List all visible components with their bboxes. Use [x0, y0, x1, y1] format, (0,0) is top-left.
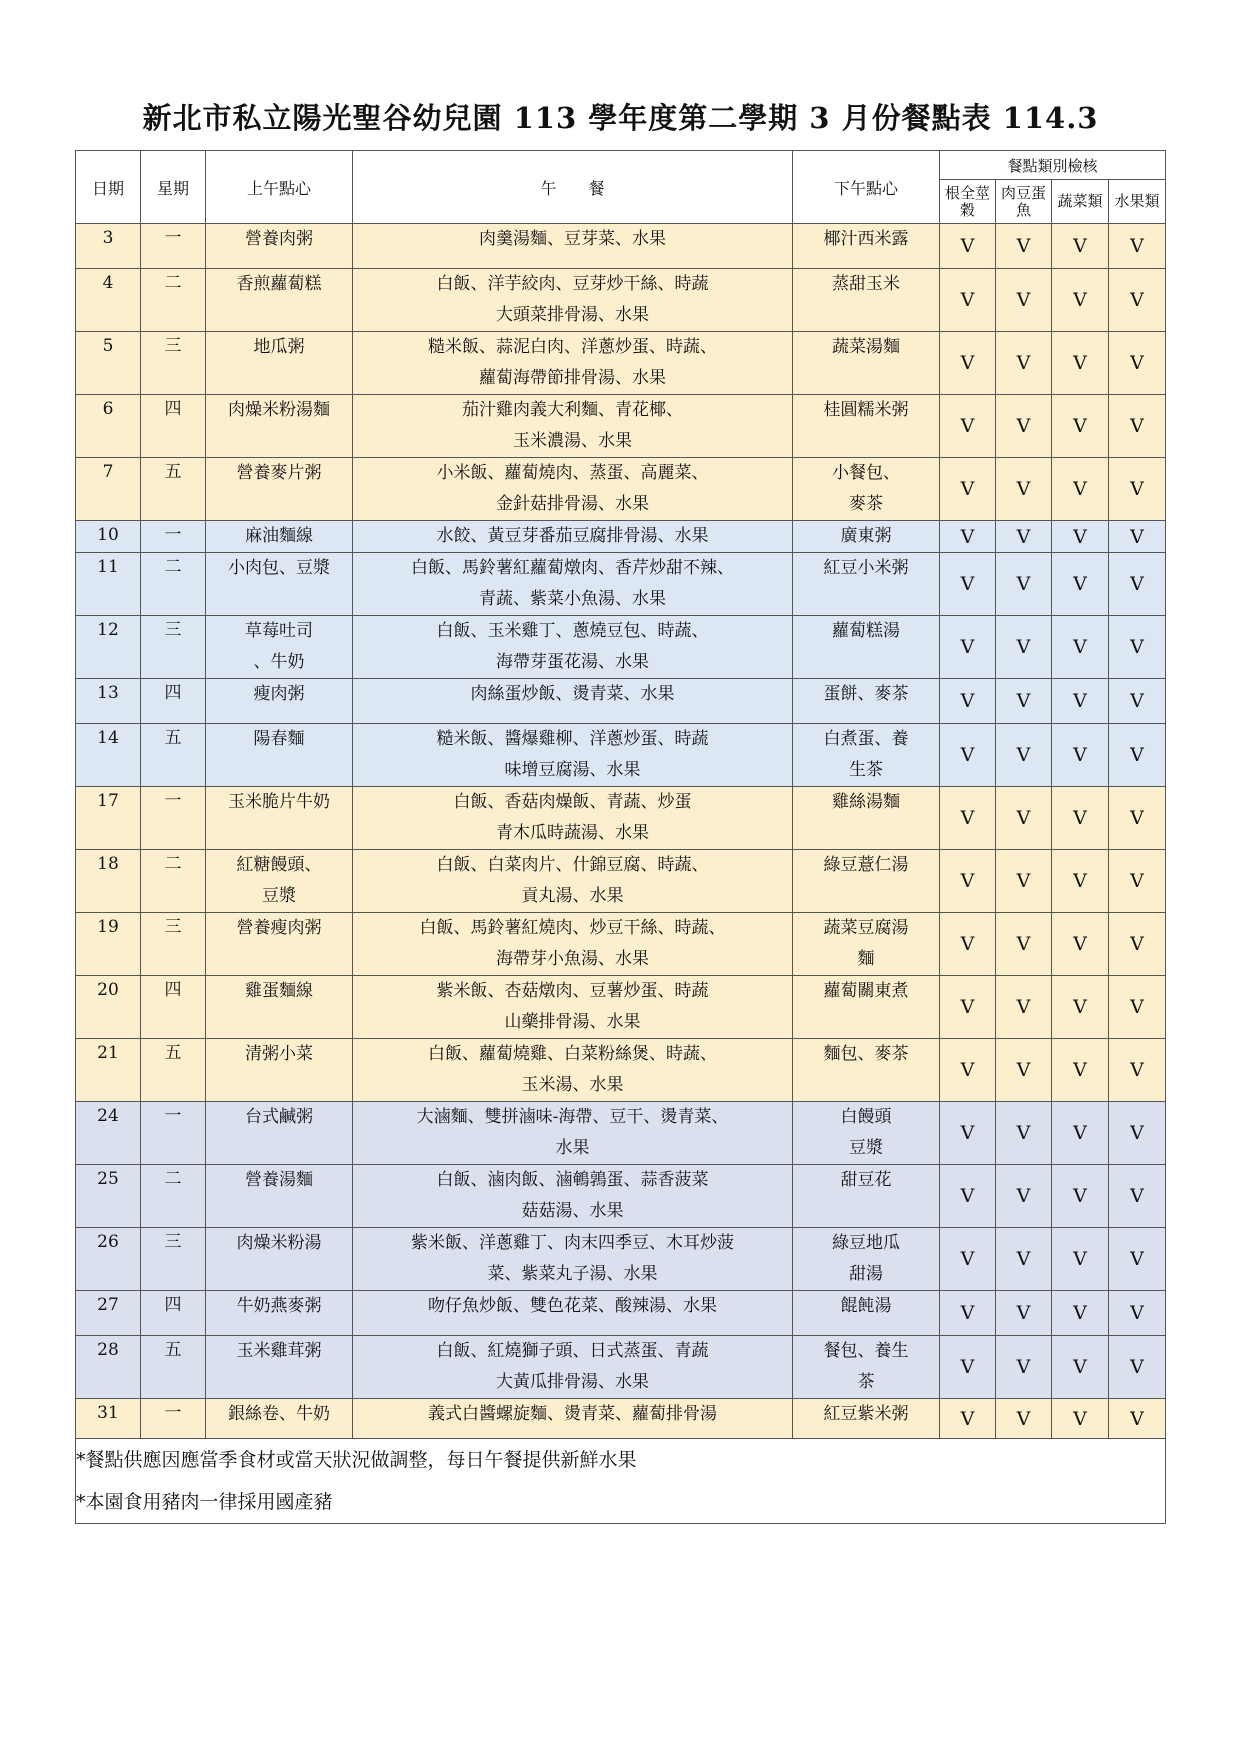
table-row: [76, 1039, 1166, 1102]
morning-snack-cell: 營養肉粥: [206, 224, 353, 269]
afternoon-snack-cell: 廣東粥: [793, 521, 940, 553]
check-vegetables: V: [1052, 553, 1109, 616]
check-protein: V: [996, 269, 1052, 332]
weekday-cell: 二: [141, 1165, 206, 1228]
lunch-line: 菜、紫菜丸子湯、水果: [487, 1264, 658, 1284]
date-cell: 24: [76, 1102, 141, 1165]
lunch-line: 白飯、馬鈴薯紅燒肉、炒豆干絲、時蔬、: [419, 918, 726, 938]
check-vegetables: V: [1052, 269, 1109, 332]
morning-snack-cell: 陽春麵: [206, 724, 353, 787]
lunch-cell: [353, 724, 793, 787]
date-cell: 3: [76, 224, 141, 269]
morning-snack-cell: 肉燥米粉湯麵: [206, 395, 353, 458]
weekday-cell: 一: [141, 224, 206, 269]
check-protein: V: [996, 850, 1052, 913]
weekday-cell: 五: [141, 1039, 206, 1102]
check-grains: V: [940, 458, 996, 521]
table-row: [76, 724, 1166, 787]
afternoon-snack-cell: 麵包、麥茶: [793, 1039, 940, 1102]
afternoon-snack-cell: 小餐包、 麥茶: [793, 458, 940, 521]
lunch-line: 白飯、香菇肉燥飯、青蔬、炒蛋: [453, 792, 692, 812]
check-fruits: V: [1109, 332, 1166, 395]
lunch-line: 蘿蔔海帶節排骨湯、水果: [479, 368, 666, 388]
table-row: [76, 1291, 1166, 1336]
check-vegetables: V: [1052, 458, 1109, 521]
check-protein: V: [996, 1399, 1052, 1439]
table-row: [76, 224, 1166, 269]
lunch-line: 糙米飯、蒜泥白肉、洋蔥炒蛋、時蔬、: [428, 337, 717, 357]
table-row: [76, 395, 1166, 458]
lunch-cell: [353, 850, 793, 913]
lunch-line: 茄汁雞肉義大利麵、青花椰、: [462, 400, 683, 420]
afternoon-snack-cell: 蛋餅、麥茶: [793, 679, 940, 724]
afternoon-snack-cell: 餛飩湯: [793, 1291, 940, 1336]
table-row: [76, 553, 1166, 616]
check-grains: V: [940, 1165, 996, 1228]
morning-snack-cell: 雞蛋麵線: [206, 976, 353, 1039]
check-grains: V: [940, 679, 996, 724]
morning-snack-cell: 清粥小菜: [206, 1039, 353, 1102]
check-fruits: V: [1109, 553, 1166, 616]
check-protein: V: [996, 1165, 1052, 1228]
check-fruits: V: [1109, 224, 1166, 269]
lunch-cell: [353, 1228, 793, 1291]
weekday-cell: 一: [141, 1102, 206, 1165]
lunch-line: 海帶芽蛋花湯、水果: [496, 652, 649, 672]
check-fruits: V: [1109, 1039, 1166, 1102]
weekday-cell: 五: [141, 1336, 206, 1399]
lunch-cell: [353, 1399, 793, 1439]
lunch-cell: [353, 553, 793, 616]
check-protein: V: [996, 787, 1052, 850]
afternoon-snack-cell: 蔬菜豆腐湯 麵: [793, 913, 940, 976]
lunch-line: 白飯、白菜肉片、什錦豆腐、時蔬、: [436, 855, 709, 875]
check-protein: V: [996, 724, 1052, 787]
check-protein: V: [996, 458, 1052, 521]
check-grains: V: [940, 976, 996, 1039]
table-row: [76, 616, 1166, 679]
date-cell: 19: [76, 913, 141, 976]
header-lunch: 午 餐: [353, 151, 793, 224]
date-cell: 10: [76, 521, 141, 553]
table-row: [76, 850, 1166, 913]
lunch-line: 肉絲蛋炒飯、燙青菜、水果: [470, 684, 675, 704]
table-row: [76, 521, 1166, 553]
weekday-cell: 五: [141, 724, 206, 787]
check-protein: V: [996, 553, 1052, 616]
check-grains: V: [940, 332, 996, 395]
lunch-line: 水果: [555, 1138, 590, 1158]
check-fruits: V: [1109, 1399, 1166, 1439]
weekday-cell: 三: [141, 913, 206, 976]
table-row: [76, 679, 1166, 724]
check-vegetables: V: [1052, 724, 1109, 787]
lunch-line: 白飯、滷肉飯、滷鵪鶉蛋、蒜香菠菜: [436, 1170, 709, 1190]
lunch-line: 貢丸湯、水果: [521, 886, 624, 906]
header-category-protein: 肉豆蛋魚: [996, 180, 1052, 224]
lunch-line: 大頭菜排骨湯、水果: [496, 305, 649, 325]
check-vegetables: V: [1052, 521, 1109, 553]
morning-snack-cell: 草莓吐司 、牛奶: [206, 616, 353, 679]
lunch-cell: [353, 269, 793, 332]
check-grains: V: [940, 1228, 996, 1291]
date-cell: 21: [76, 1039, 141, 1102]
check-vegetables: V: [1052, 395, 1109, 458]
header-category-fruits: 水果類: [1109, 180, 1166, 224]
meal-table: [75, 150, 1166, 1524]
weekday-cell: 五: [141, 458, 206, 521]
weekday-cell: 四: [141, 395, 206, 458]
weekday-cell: 一: [141, 1399, 206, 1439]
date-cell: 7: [76, 458, 141, 521]
morning-snack-cell: 瘦肉粥: [206, 679, 353, 724]
lunch-cell: [353, 1165, 793, 1228]
check-vegetables: V: [1052, 1336, 1109, 1399]
afternoon-snack-cell: 蒸甜玉米: [793, 269, 940, 332]
lunch-cell: [353, 1336, 793, 1399]
check-fruits: V: [1109, 1228, 1166, 1291]
lunch-line: 味增豆腐湯、水果: [504, 760, 641, 780]
check-vegetables: V: [1052, 787, 1109, 850]
header-category-grains: 根全莖穀: [940, 180, 996, 224]
lunch-line: 紫米飯、杏菇燉肉、豆薯炒蛋、時蔬: [436, 981, 709, 1001]
lunch-line: 糙米飯、醬爆雞柳、洋蔥炒蛋、時蔬: [436, 729, 709, 749]
check-protein: V: [996, 976, 1052, 1039]
check-fruits: V: [1109, 787, 1166, 850]
lunch-cell: [353, 521, 793, 553]
check-vegetables: V: [1052, 1291, 1109, 1336]
table-row: [76, 1165, 1166, 1228]
morning-snack-cell: 肉燥米粉湯: [206, 1228, 353, 1291]
lunch-cell: [353, 1291, 793, 1336]
lunch-cell: [353, 679, 793, 724]
check-vegetables: V: [1052, 1228, 1109, 1291]
afternoon-snack-cell: 綠豆薏仁湯: [793, 850, 940, 913]
afternoon-snack-cell: 紅豆紫米粥: [793, 1399, 940, 1439]
table-row: [76, 1228, 1166, 1291]
lunch-line: 玉米湯、水果: [521, 1075, 624, 1095]
check-vegetables: V: [1052, 1399, 1109, 1439]
morning-snack-cell: 香煎蘿蔔糕: [206, 269, 353, 332]
date-cell: 28: [76, 1336, 141, 1399]
weekday-cell: 三: [141, 616, 206, 679]
lunch-line: 小米飯、蘿蔔燒肉、蒸蛋、高麗菜、: [436, 463, 709, 483]
lunch-line: 玉米濃湯、水果: [513, 431, 632, 451]
check-vegetables: V: [1052, 332, 1109, 395]
afternoon-snack-cell: 白饅頭 豆漿: [793, 1102, 940, 1165]
afternoon-snack-cell: 白煮蛋、養 生茶: [793, 724, 940, 787]
lunch-cell: [353, 787, 793, 850]
date-cell: 27: [76, 1291, 141, 1336]
lunch-line: 義式白醬螺旋麵、燙青菜、蘿蔔排骨湯: [428, 1404, 717, 1424]
morning-snack-cell: 麻油麵線: [206, 521, 353, 553]
lunch-cell: [353, 395, 793, 458]
lunch-cell: [353, 976, 793, 1039]
header-date: 日期: [76, 151, 141, 224]
date-cell: 25: [76, 1165, 141, 1228]
afternoon-snack-cell: 桂圓糯米粥: [793, 395, 940, 458]
date-cell: 31: [76, 1399, 141, 1439]
table-row: [76, 269, 1166, 332]
table-row: [76, 976, 1166, 1039]
check-fruits: V: [1109, 521, 1166, 553]
weekday-cell: 一: [141, 787, 206, 850]
morning-snack-cell: 玉米脆片牛奶: [206, 787, 353, 850]
check-fruits: V: [1109, 1291, 1166, 1336]
check-grains: V: [940, 1102, 996, 1165]
lunch-cell: [353, 913, 793, 976]
afternoon-snack-cell: 蘿蔔糕湯: [793, 616, 940, 679]
header-category-check: 餐點類別檢核: [940, 151, 1166, 180]
afternoon-snack-cell: 雞絲湯麵: [793, 787, 940, 850]
weekday-cell: 一: [141, 521, 206, 553]
lunch-line: 紫米飯、洋蔥雞丁、肉末四季豆、木耳炒菠: [411, 1233, 734, 1253]
afternoon-snack-cell: 甜豆花: [793, 1165, 940, 1228]
check-vegetables: V: [1052, 1102, 1109, 1165]
table-row: [76, 913, 1166, 976]
date-cell: 26: [76, 1228, 141, 1291]
weekday-cell: 四: [141, 679, 206, 724]
check-vegetables: V: [1052, 913, 1109, 976]
date-cell: 18: [76, 850, 141, 913]
table-row: [76, 1399, 1166, 1439]
check-grains: V: [940, 224, 996, 269]
table-row: [76, 1102, 1166, 1165]
lunch-line: 大滷麵、雙拼滷味-海帶、豆干、燙青菜、: [416, 1107, 729, 1127]
date-cell: 11: [76, 553, 141, 616]
check-fruits: V: [1109, 1336, 1166, 1399]
date-cell: 13: [76, 679, 141, 724]
date-cell: 17: [76, 787, 141, 850]
check-vegetables: V: [1052, 1165, 1109, 1228]
check-grains: V: [940, 1291, 996, 1336]
lunch-line: 金針菇排骨湯、水果: [496, 494, 649, 514]
lunch-cell: [353, 1102, 793, 1165]
table-row: [76, 787, 1166, 850]
check-vegetables: V: [1052, 1039, 1109, 1102]
morning-snack-cell: 牛奶燕麥粥: [206, 1291, 353, 1336]
weekday-cell: 四: [141, 976, 206, 1039]
check-protein: V: [996, 521, 1052, 553]
afternoon-snack-cell: 紅豆小米粥: [793, 553, 940, 616]
table-row: [76, 332, 1166, 395]
lunch-line: 白飯、玉米雞丁、蔥燒豆包、時蔬、: [436, 621, 709, 641]
check-fruits: V: [1109, 679, 1166, 724]
afternoon-snack-cell: 椰汁西米露: [793, 224, 940, 269]
lunch-line: 白飯、洋芋絞肉、豆芽炒干絲、時蔬: [436, 274, 709, 294]
afternoon-snack-cell: 蘿蔔關東煮: [793, 976, 940, 1039]
lunch-line: 青蔬、紫菜小魚湯、水果: [479, 589, 666, 609]
lunch-line: 海帶芽小魚湯、水果: [496, 949, 649, 969]
morning-snack-cell: 營養湯麵: [206, 1165, 353, 1228]
date-cell: 5: [76, 332, 141, 395]
check-fruits: V: [1109, 616, 1166, 679]
check-grains: V: [940, 616, 996, 679]
note-line: *本園食用豬肉一律採用國產豬: [76, 1491, 333, 1513]
check-protein: V: [996, 224, 1052, 269]
lunch-line: 白飯、紅燒獅子頭、日式蒸蛋、青蔬: [436, 1341, 709, 1361]
morning-snack-cell: 紅糖饅頭、 豆漿: [206, 850, 353, 913]
lunch-cell: [353, 616, 793, 679]
morning-snack-cell: 台式鹹粥: [206, 1102, 353, 1165]
afternoon-snack-cell: 蔬菜湯麵: [793, 332, 940, 395]
lunch-line: 吻仔魚炒飯、雙色花菜、酸辣湯、水果: [428, 1296, 717, 1316]
check-protein: V: [996, 913, 1052, 976]
check-grains: V: [940, 521, 996, 553]
check-vegetables: V: [1052, 616, 1109, 679]
check-fruits: V: [1109, 1165, 1166, 1228]
check-protein: V: [996, 395, 1052, 458]
check-fruits: V: [1109, 724, 1166, 787]
check-grains: V: [940, 1399, 996, 1439]
date-cell: 20: [76, 976, 141, 1039]
lunch-cell: [353, 1039, 793, 1102]
check-grains: V: [940, 1039, 996, 1102]
morning-snack-cell: 營養瘦肉粥: [206, 913, 353, 976]
check-grains: V: [940, 395, 996, 458]
lunch-line: 青木瓜時蔬湯、水果: [496, 823, 649, 843]
note-line: *餐點供應因應當季食材或當天狀況做調整，每日午餐提供新鮮水果: [76, 1449, 637, 1471]
check-fruits: V: [1109, 913, 1166, 976]
check-grains: V: [940, 724, 996, 787]
afternoon-snack-cell: 餐包、養生 茶: [793, 1336, 940, 1399]
header-category-vegetables: 蔬菜類: [1052, 180, 1109, 224]
check-grains: V: [940, 787, 996, 850]
date-cell: 14: [76, 724, 141, 787]
check-fruits: V: [1109, 395, 1166, 458]
check-protein: V: [996, 1336, 1052, 1399]
lunch-cell: [353, 332, 793, 395]
check-protein: V: [996, 616, 1052, 679]
check-fruits: V: [1109, 269, 1166, 332]
weekday-cell: 二: [141, 269, 206, 332]
check-protein: V: [996, 1102, 1052, 1165]
check-grains: V: [940, 1336, 996, 1399]
morning-snack-cell: 營養麥片粥: [206, 458, 353, 521]
check-fruits: V: [1109, 458, 1166, 521]
check-grains: V: [940, 913, 996, 976]
date-cell: 4: [76, 269, 141, 332]
check-protein: V: [996, 1291, 1052, 1336]
lunch-cell: [353, 224, 793, 269]
lunch-line: 山藥排骨湯、水果: [504, 1012, 641, 1032]
date-cell: 6: [76, 395, 141, 458]
morning-snack-cell: 銀絲卷、牛奶: [206, 1399, 353, 1439]
date-cell: 12: [76, 616, 141, 679]
lunch-line: 菇菇湯、水果: [521, 1201, 624, 1221]
lunch-cell: [353, 458, 793, 521]
check-vegetables: V: [1052, 679, 1109, 724]
lunch-line: 白飯、馬鈴薯紅蘿蔔燉肉、香芹炒甜不辣、: [411, 558, 734, 578]
weekday-cell: 四: [141, 1291, 206, 1336]
check-protein: V: [996, 332, 1052, 395]
check-grains: V: [940, 850, 996, 913]
header-afternoon-snack: 下午點心: [793, 151, 940, 224]
lunch-line: 白飯、蘿蔔燒雞、白菜粉絲煲、時蔬、: [428, 1044, 717, 1064]
check-vegetables: V: [1052, 976, 1109, 1039]
check-protein: V: [996, 679, 1052, 724]
lunch-line: 水餃、黃豆芽番茄豆腐排骨湯、水果: [436, 526, 709, 546]
morning-snack-cell: 地瓜粥: [206, 332, 353, 395]
check-fruits: V: [1109, 1102, 1166, 1165]
page-title: 新北市私立陽光聖谷幼兒園 113 學年度第二學期 3 月份餐點表 114.3: [142, 101, 1099, 135]
header-weekday: 星期: [141, 151, 206, 224]
header-morning-snack: 上午點心: [206, 151, 353, 224]
check-protein: V: [996, 1228, 1052, 1291]
check-grains: V: [940, 269, 996, 332]
table-row: [76, 458, 1166, 521]
notes: [76, 1439, 1166, 1524]
check-vegetables: V: [1052, 224, 1109, 269]
check-protein: V: [996, 1039, 1052, 1102]
lunch-line: 大黃瓜排骨湯、水果: [496, 1372, 649, 1392]
check-fruits: V: [1109, 850, 1166, 913]
afternoon-snack-cell: 綠豆地瓜 甜湯: [793, 1228, 940, 1291]
morning-snack-cell: 玉米雞茸粥: [206, 1336, 353, 1399]
morning-snack-cell: 小肉包、豆漿: [206, 553, 353, 616]
weekday-cell: 三: [141, 1228, 206, 1291]
check-grains: V: [940, 553, 996, 616]
table-row: [76, 1336, 1166, 1399]
check-fruits: V: [1109, 976, 1166, 1039]
lunch-line: 肉羹湯麵、豆芽菜、水果: [479, 229, 666, 249]
weekday-cell: 三: [141, 332, 206, 395]
check-vegetables: V: [1052, 850, 1109, 913]
weekday-cell: 二: [141, 553, 206, 616]
weekday-cell: 二: [141, 850, 206, 913]
